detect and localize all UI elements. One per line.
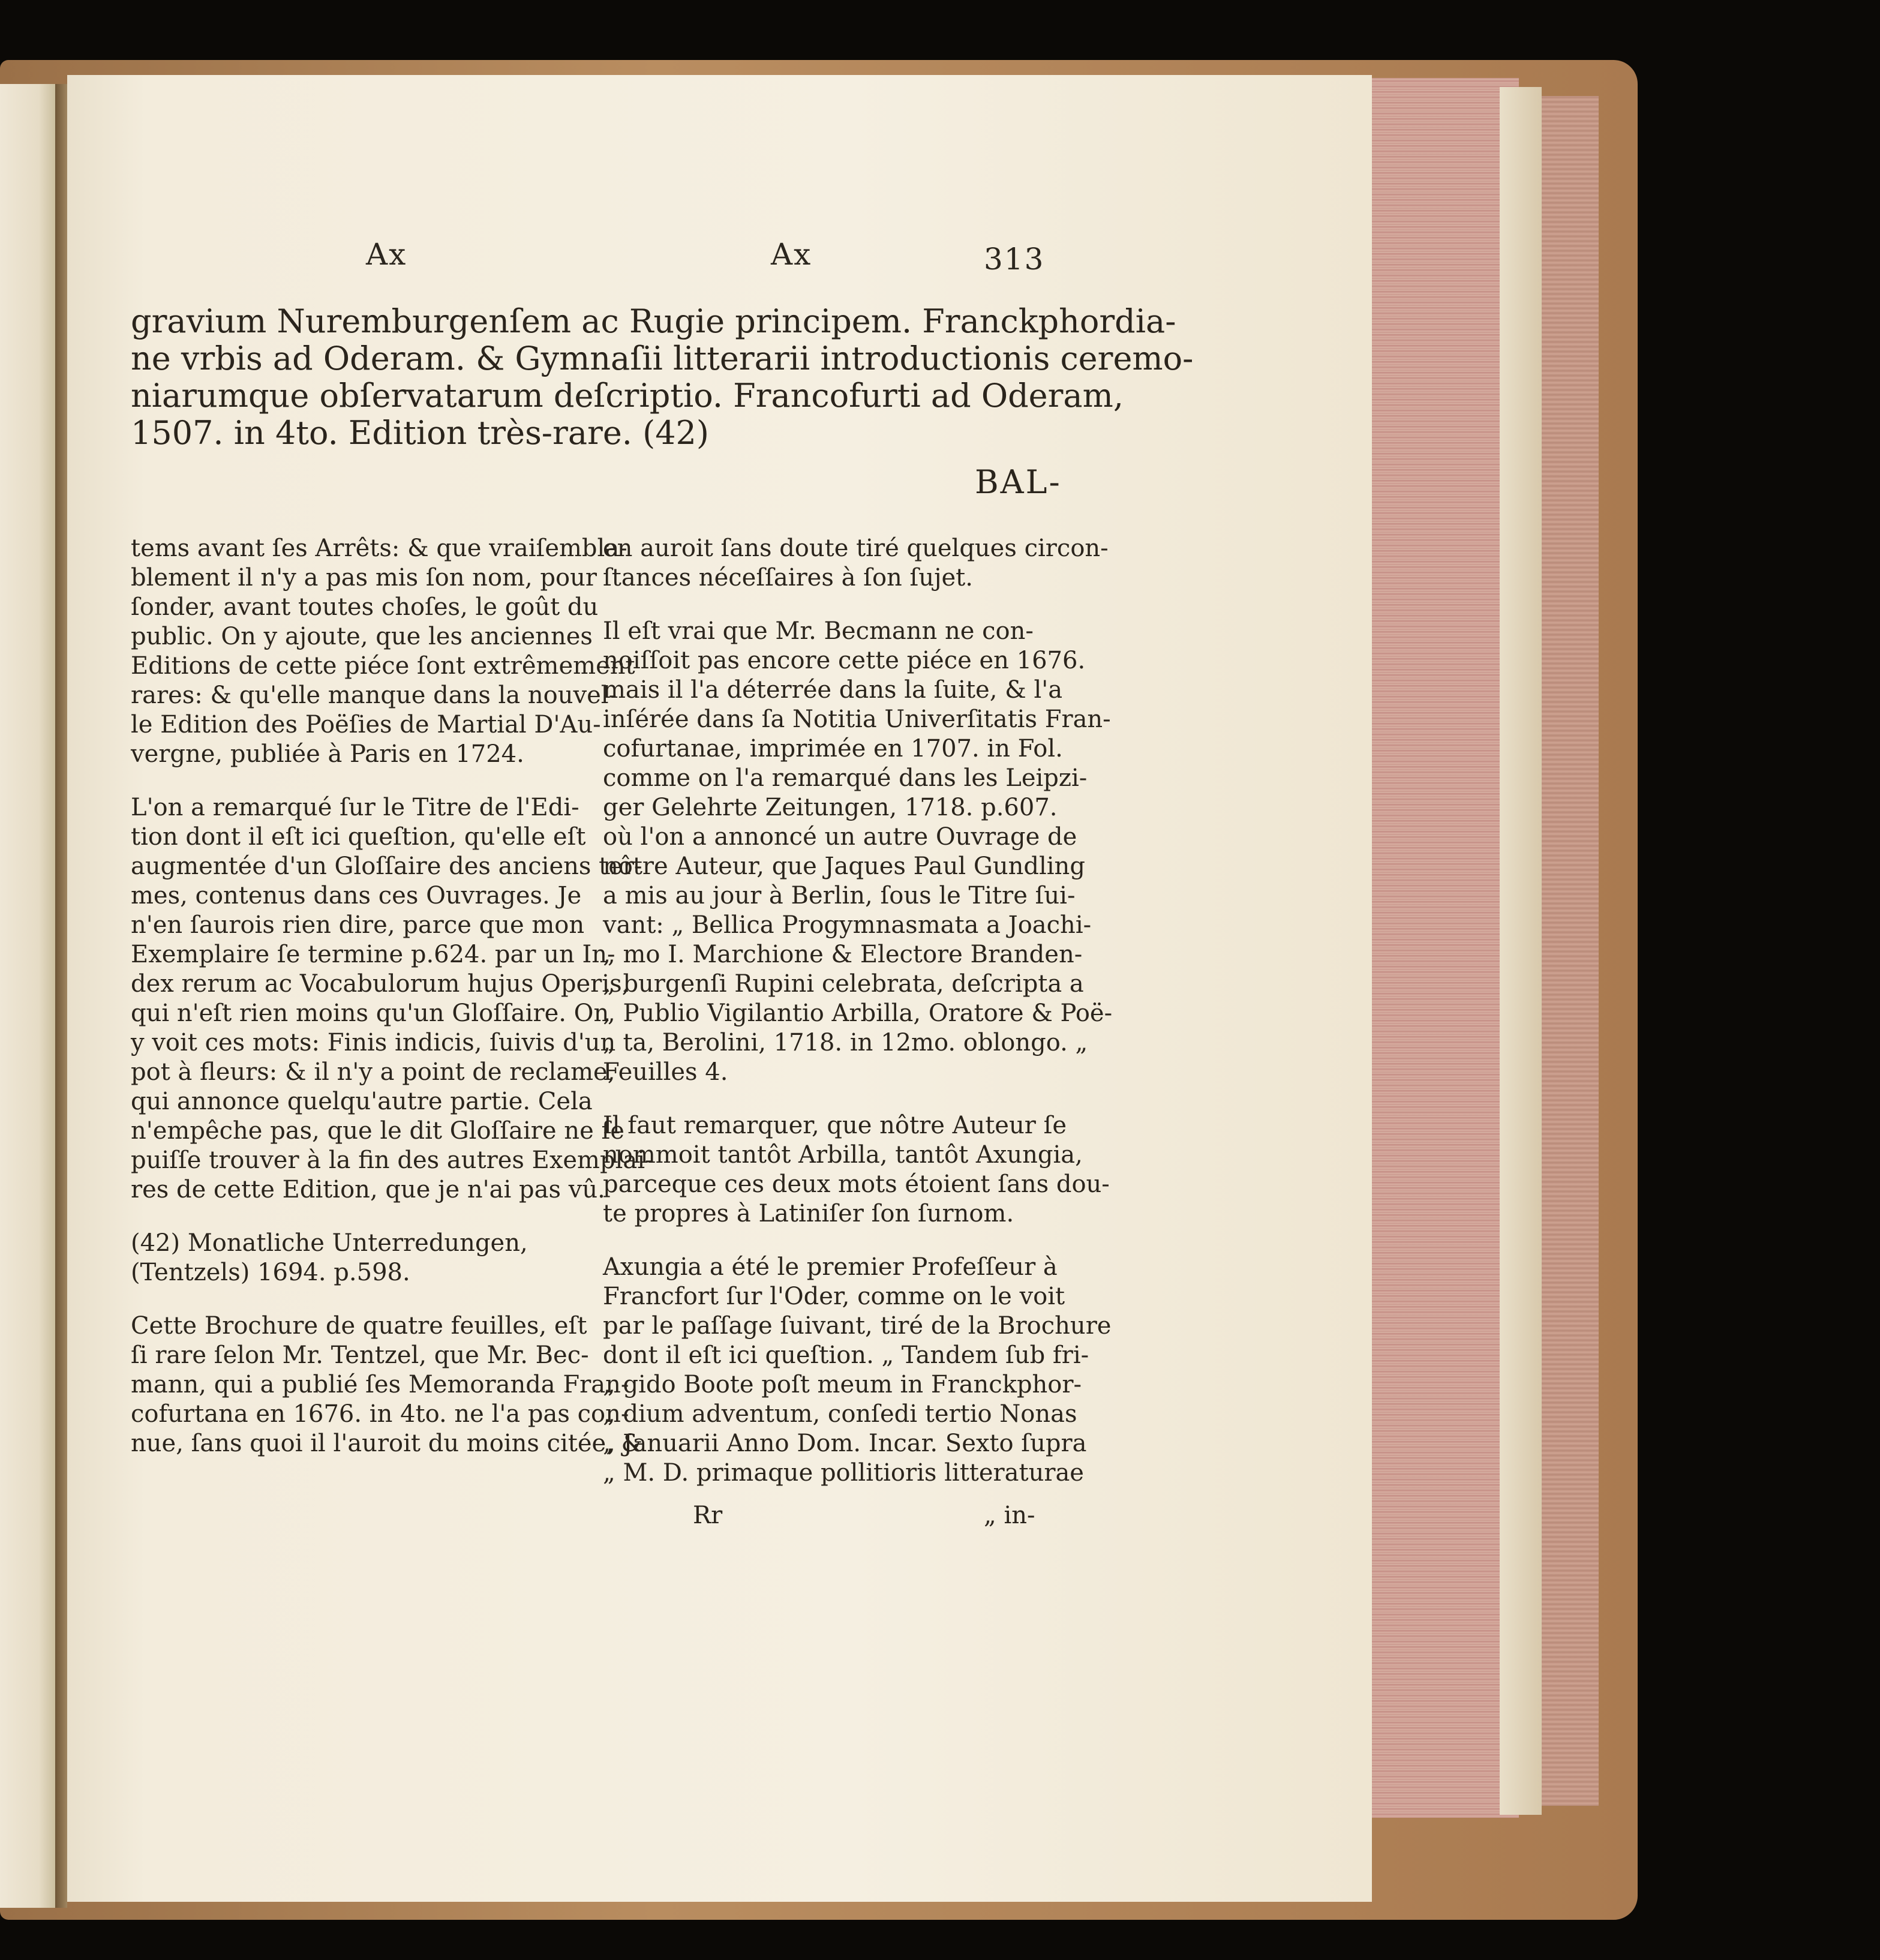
paragraph-gap [131, 1287, 653, 1311]
text-line: comme on l'a remarqué dans les Leipzi- [603, 764, 1088, 792]
right-column [603, 534, 1112, 1488]
text-line: parceque ces deux mots étoient ſans dou- [603, 1170, 1110, 1198]
text-line: mais il l'a déterrée dans la ſuite, & l'a [603, 676, 1063, 704]
left-page [0, 84, 55, 1908]
text-line: tems avant ſes Arrêts: & que vraiſembla- [131, 535, 627, 562]
text-line: nue, ſans quoi il l'auroit du moins citée, & [131, 1430, 643, 1457]
text-line: augmentée d'un Gloſſaire des anciens ter- [131, 853, 642, 880]
text-line: cofurtanae, imprimée en 1707. in Fol. [603, 735, 1063, 763]
text-line: Il eſt vrai que Mr. Becmann ne con- [603, 617, 1034, 645]
text-line: „ mo I. Marchione & Electore Branden- [603, 941, 1083, 968]
text-line: ſonder, avant toutes choſes, le goût du [131, 593, 599, 621]
text-line: „ Publio Vigilantio Arbilla, Oratore & Poë- [603, 999, 1113, 1027]
text-line: Exemplaire ſe termine p.624. par un In- [131, 941, 615, 968]
paragraph-gap [131, 1205, 653, 1229]
text-line: ſtances néceſſaires à ſon ſujet. [603, 564, 973, 592]
text-line: tion dont il eſt ici queſtion, qu'elle eſt [131, 823, 586, 851]
endpaper-edge [1500, 87, 1542, 1815]
text-line: vergne, publiée à Paris en 1724. [131, 740, 524, 768]
text-line: „ dium adventum, conſedi tertio Nonas [603, 1400, 1077, 1428]
text-line: où l'on a annoncé un autre Ouvrage de [603, 823, 1077, 851]
text-line: cofurtana en 1676. in 4to. ne l'a pas con- [131, 1400, 629, 1428]
text-line: „ ta, Berolini, 1718. in 12mo. oblongo. „ [603, 1029, 1088, 1056]
text-line: res de cette Edition, que je n'ai pas vû. [131, 1176, 605, 1203]
text-line: le Edition des Poëſies de Martial D'Au- [131, 711, 601, 739]
paragraph-gap [131, 769, 653, 793]
text-line: Il faut remarquer, que nôtre Auteur ſe [603, 1112, 1067, 1139]
top-line: niarumque obſervatarum deſcriptio. Francofurti ad Oderam, [131, 377, 1124, 415]
text-line: n'empêche pas, que le dit Gloſſaire ne ſe [131, 1117, 624, 1145]
text-line: Feuilles 4. [603, 1058, 728, 1086]
text-line: (Tentzels) 1694. p.598. [131, 1259, 410, 1286]
paragraph-gap [603, 1087, 1112, 1111]
page-edges-outer [1542, 96, 1599, 1806]
text-line: a mis au jour à Berlin, ſous le Titre ſui- [603, 882, 1076, 910]
top-text-block [131, 303, 1193, 452]
left-column [131, 534, 653, 1458]
text-line: Axungia a été le premier Profeſſeur à [603, 1253, 1058, 1281]
text-line: ger Gelehrte Zeitungen, 1718. p.607. [603, 794, 1058, 821]
text-line: puiſſe trouver à la fin des autres Exemplai- [131, 1146, 653, 1174]
text-line: par le paſſage ſuivant, tiré de la Brochure [603, 1312, 1112, 1340]
text-line: „ M. D. primaque pollitioris litteraturae [603, 1459, 1084, 1487]
text-line: mann, qui a publié ſes Memoranda Fran- [131, 1371, 629, 1398]
text-line: dex rerum ac Vocabulorum hujus Operis, [131, 970, 630, 998]
text-line: en auroit ſans doute tiré quelques circon- [603, 535, 1109, 562]
text-line: Francfort ſur l'Oder, comme on le voit [603, 1283, 1065, 1310]
paragraph-gap [603, 593, 1112, 617]
page-number: 313 [984, 242, 1045, 277]
text-line: mes, contenus dans ces Ouvrages. Je [131, 882, 582, 910]
catchword-bottom: „ in- [984, 1502, 1035, 1529]
text-line: ſi rare ſelon Mr. Tentzel, que Mr. Bec- [131, 1341, 589, 1369]
running-header-left: Ax [366, 237, 407, 272]
text-line: noiſſoit pas encore cette piéce en 1676. [603, 647, 1086, 674]
catchword-top: BAL- [975, 463, 1062, 501]
top-line: gravium Nuremburgenſem ac Rugie principem. Franckphordia- [131, 302, 1176, 340]
text-line: pot à fleurs: & il n'y a point de reclame, [131, 1058, 615, 1086]
text-line: te propres à Latiniſer ſon ſurnom. [603, 1200, 1014, 1227]
text-line: qui n'eſt rien moins qu'un Gloſſaire. On [131, 999, 609, 1027]
text-line: nommoit tantôt Arbilla, tantôt Axungia, [603, 1141, 1083, 1169]
paragraph-gap [603, 1229, 1112, 1253]
top-line: ne vrbis ad Oderam. & Gymnaſii litterarii introductionis ceremo- [131, 340, 1194, 377]
text-line: Editions de cette piéce ſont extrêmement [131, 652, 635, 680]
text-line: inſérée dans ſa Notitia Univerſitatis Fran- [603, 706, 1111, 733]
text-line: public. On y ajoute, que les anciennes [131, 623, 593, 650]
text-line: rares: & qu'elle manque dans la nouvel- [131, 682, 617, 709]
text-line: vant: „ Bellica Progymnasmata a Joachi- [603, 911, 1092, 939]
text-line: blement il n'y a pas mis ſon nom, pour [131, 564, 597, 592]
running-header-center: Ax [771, 237, 812, 272]
text-line: (42) Monatliche Unterredungen, [131, 1229, 528, 1257]
text-line: L'on a remarqué ſur le Titre de l'Edi- [131, 794, 579, 821]
text-line: „ burgenſi Rupini celebrata, deſcripta a [603, 970, 1084, 998]
top-line: 1507. in 4to. Edition très-rare. (42) [131, 414, 709, 452]
text-line: Cette Brochure de quatre feuilles, eſt [131, 1312, 587, 1340]
text-line: n'en ſaurois rien dire, parce que mon [131, 911, 585, 939]
book-gutter [55, 84, 67, 1908]
text-line: „ Januarii Anno Dom. Incar. Sexto ſupra [603, 1430, 1087, 1457]
text-line: „ gido Boote poſt meum in Franckphor- [603, 1371, 1082, 1398]
signature-mark: Rr [693, 1502, 723, 1529]
page-edges [1372, 78, 1519, 1818]
text-line: nôtre Auteur, que Jaques Paul Gundling [603, 853, 1085, 880]
text-line: qui annonce quelqu'autre partie. Cela [131, 1088, 593, 1115]
text-line: dont il eſt ici queſtion. „ Tandem ſub fri- [603, 1341, 1089, 1369]
text-line: y voit ces mots: Finis indicis, ſuivis d'un [131, 1029, 616, 1056]
